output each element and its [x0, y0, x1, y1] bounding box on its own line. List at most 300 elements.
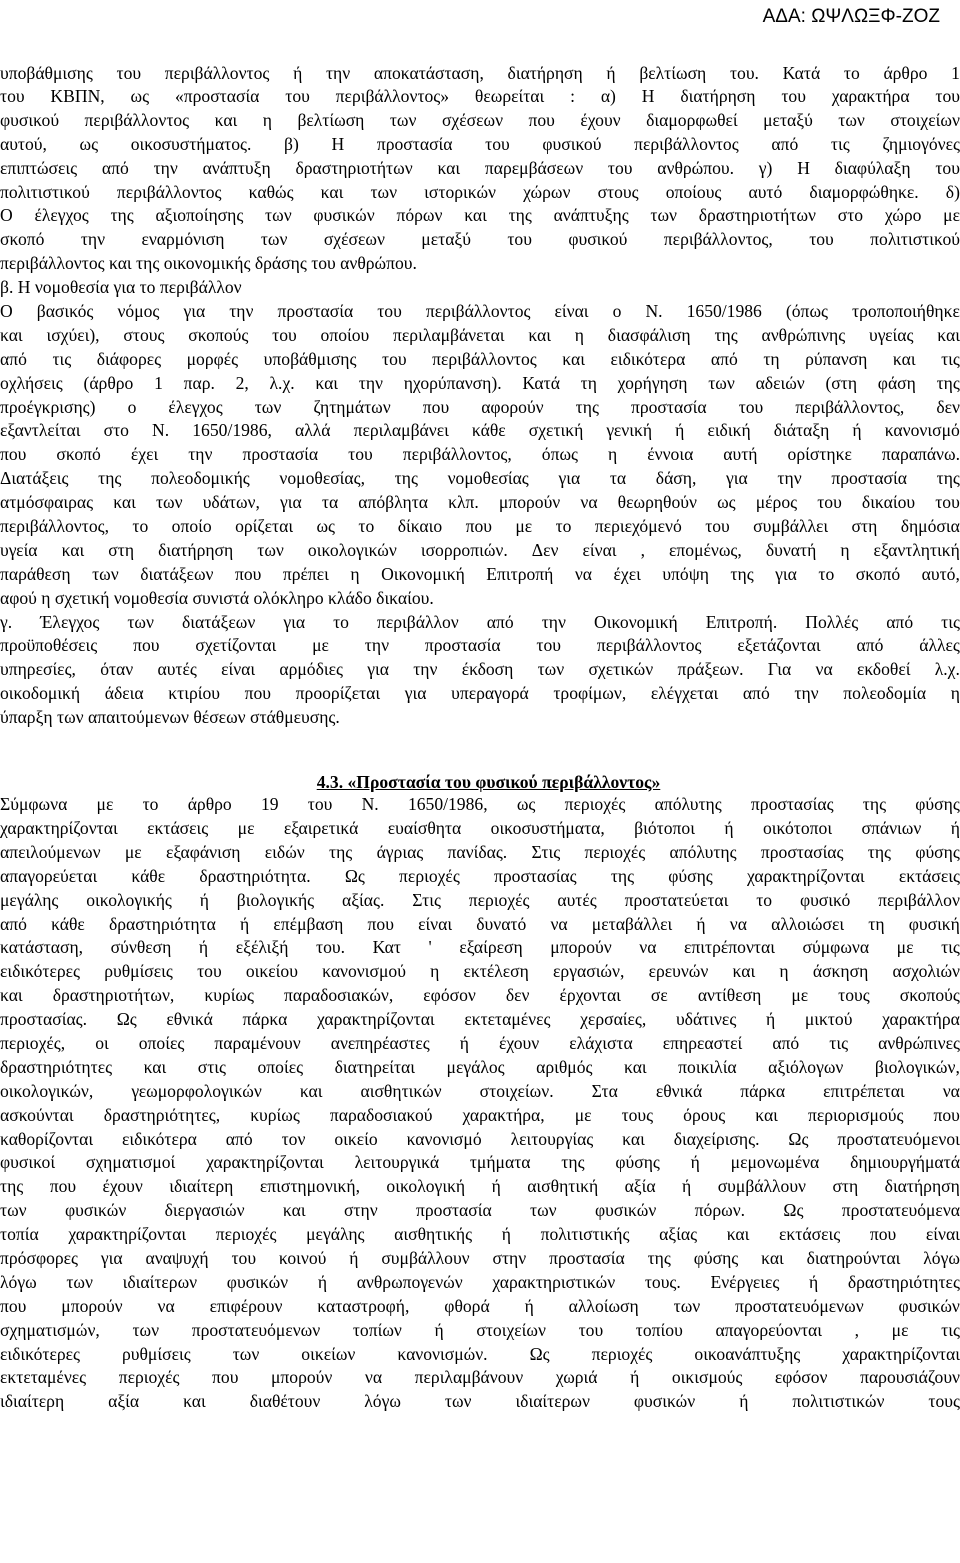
word: ειδών — [264, 841, 305, 862]
word: επηρεαστεί — [662, 1032, 743, 1053]
word: αποκατάσταση, — [373, 63, 484, 83]
word: αλλοίωση — [568, 1295, 639, 1316]
word: για — [404, 683, 427, 704]
word: Ως — [783, 1200, 804, 1221]
word: 1650/1986, — [407, 794, 488, 815]
word: από — [771, 133, 799, 154]
word: ορίζεται — [235, 516, 294, 537]
word: δραστηριοτήτων, — [52, 985, 175, 1006]
word: ή — [240, 913, 250, 934]
word: διαμορφωθεί — [646, 109, 738, 130]
word: τους — [838, 985, 870, 1006]
word: να — [580, 492, 598, 513]
word: και — [143, 1056, 167, 1077]
word: ανθρώπου. — [657, 157, 735, 178]
word: λόγω — [0, 1271, 37, 1292]
word: στη — [108, 539, 135, 560]
word: έχουν — [498, 1032, 540, 1053]
word: το — [555, 516, 572, 537]
word: με — [943, 205, 960, 226]
word: των — [260, 229, 288, 250]
text-line — [0, 419, 960, 443]
word: υγείας — [868, 324, 914, 345]
word: προστατευόμενων — [735, 1295, 864, 1316]
word: πολιτιστικής — [540, 1224, 630, 1245]
word: όταν — [100, 659, 134, 680]
word: υδάτινες — [675, 1009, 737, 1030]
text-line — [0, 1008, 960, 1032]
word: Ο — [0, 205, 13, 226]
word: οποίου — [320, 324, 370, 345]
word: του — [817, 492, 842, 513]
word: από — [710, 348, 738, 369]
word: προστασίας — [760, 841, 844, 862]
word: στοιχείων — [890, 109, 960, 130]
word: «προστασία — [174, 86, 260, 106]
word: νόμος — [117, 301, 160, 322]
word: εκτάσεις — [779, 1224, 841, 1245]
word: (όπως — [785, 301, 828, 322]
text-line — [0, 913, 960, 937]
word: να — [550, 913, 568, 934]
word: διατήρηση — [680, 86, 756, 106]
word: την — [364, 635, 390, 656]
word: ισχύει), — [46, 324, 100, 345]
paragraph-legislation — [0, 300, 960, 587]
word: όρους — [683, 1104, 726, 1125]
word: του — [809, 229, 834, 250]
word: επιστημονική, — [259, 1176, 360, 1197]
word: σχετική — [528, 420, 584, 441]
word: ιδιαίτερη — [169, 1176, 234, 1197]
word: δραστηριότητα. — [199, 865, 311, 886]
word: και — [726, 1224, 750, 1245]
word: νομοθεσίας, — [279, 468, 366, 489]
word: σε — [650, 985, 668, 1006]
word: φυσικοί — [0, 1152, 56, 1173]
word: ή — [675, 420, 685, 441]
word: των — [66, 1271, 93, 1292]
word: με — [791, 985, 809, 1006]
word: των — [254, 396, 282, 417]
word: 19 — [260, 794, 279, 815]
word: δυνατή — [765, 539, 817, 560]
word: ειδικότερα — [121, 1128, 197, 1149]
word: οικολογικών, — [0, 1080, 94, 1101]
word: εκτάσεις — [147, 817, 209, 838]
word: ρυθμίσεις — [104, 961, 173, 982]
word: Έλεγχος — [40, 611, 100, 632]
word: άγριας — [376, 841, 424, 862]
word: προστασία — [376, 133, 453, 154]
word: εξέλιξή — [235, 937, 289, 958]
text-line — [0, 889, 960, 913]
word: γ) — [758, 157, 773, 178]
word: Ενέργειες — [710, 1271, 780, 1292]
word: με — [124, 841, 142, 862]
word: οι — [95, 1032, 109, 1053]
word: που — [367, 913, 394, 934]
word: επιπτώσεις — [0, 157, 78, 178]
word: περιοχές — [584, 841, 646, 862]
word: απόλυτης — [654, 794, 722, 815]
word: ατμόσφαιρας — [0, 492, 94, 513]
word: οικοσυστήματα, — [490, 817, 605, 838]
word: του — [285, 86, 310, 106]
word: του — [382, 348, 407, 369]
word: ειδικότερες — [0, 1343, 81, 1364]
word: ορίστηκε — [787, 444, 852, 465]
word: που — [0, 1295, 27, 1316]
paragraph-control — [0, 611, 960, 707]
word: κάθε — [51, 913, 85, 934]
word: από — [0, 913, 27, 934]
text-line — [0, 984, 960, 1008]
word: από — [101, 157, 129, 178]
word: ως — [79, 133, 99, 154]
word: σκοπό — [56, 444, 101, 465]
word: την — [325, 63, 351, 83]
word: περιβάλλοντος — [634, 133, 739, 154]
word: λόγω — [923, 1247, 960, 1268]
text-line — [0, 300, 960, 324]
word: πολιτιστικών — [792, 1391, 885, 1412]
word: πρέπει — [282, 563, 329, 584]
word: δ) — [945, 181, 960, 202]
word: έχει — [130, 444, 159, 465]
word: είναι — [554, 301, 589, 322]
word: άλλες — [919, 635, 960, 656]
word: φυσικών — [898, 1295, 960, 1316]
word: και — [320, 181, 344, 202]
word: χαρακτηρίζονται — [0, 817, 118, 838]
word: του — [935, 492, 960, 513]
word: έχει — [613, 563, 641, 584]
word: δραστηριότητες — [0, 1056, 113, 1077]
word: εξαντλητική — [873, 539, 960, 560]
word: έχουν — [102, 1176, 143, 1197]
word: αξιοποίησης — [155, 205, 244, 226]
word: διατάξεων — [181, 611, 256, 632]
word: διατηρούνται — [806, 1247, 901, 1268]
word: σκοπούς — [188, 324, 249, 345]
word: οικείων — [301, 1343, 356, 1364]
word: δραστηριότητες — [847, 1271, 960, 1292]
word: για — [775, 563, 797, 584]
text-line — [0, 491, 960, 515]
word: παρ. — [183, 372, 215, 393]
word: την — [541, 611, 566, 632]
word: της — [714, 324, 738, 345]
word: της — [610, 865, 635, 886]
word: της — [561, 1152, 585, 1173]
word: ΚΒΠΝ, — [50, 86, 105, 106]
text-line — [0, 157, 960, 181]
word: λειτουργικά — [354, 1152, 440, 1173]
word: των — [232, 1343, 260, 1364]
word: που — [465, 516, 492, 537]
word: δραστηριότητες, — [103, 1104, 221, 1125]
word: στην — [492, 1247, 527, 1268]
word: πάρκα — [242, 1009, 288, 1030]
word: και — [315, 372, 339, 393]
word: δυνατό — [476, 913, 527, 934]
word: των — [389, 109, 417, 130]
word: και — [282, 1200, 306, 1221]
text-line — [0, 324, 960, 348]
word: αξιόλογων — [768, 1056, 844, 1077]
word: καταστροφή, — [317, 1295, 410, 1316]
word: στις — [197, 1056, 226, 1077]
word: επιτρέπονται — [684, 937, 775, 958]
word: δάση, — [655, 468, 697, 489]
word: για — [726, 468, 748, 489]
word: β) — [284, 133, 299, 154]
text-line — [0, 611, 960, 635]
word: σχέσεων — [441, 109, 504, 130]
word: ή — [765, 1009, 776, 1030]
word: υποβάθμισης — [263, 348, 357, 369]
word: κλπ. — [448, 492, 479, 513]
word: ειδικότερες — [0, 961, 81, 982]
word: ή — [293, 63, 303, 83]
word: ειδικότερα — [610, 348, 686, 369]
text-line — [0, 204, 960, 228]
word: διατηρείται — [334, 1056, 416, 1077]
word: ποικιλία — [678, 1056, 737, 1077]
word: ιδιαίτερων — [515, 1391, 590, 1412]
word: η — [608, 444, 618, 465]
word: του — [738, 396, 764, 417]
word: πράξεων. — [677, 659, 744, 680]
word: περιβάλλοντος — [116, 181, 222, 202]
word: τοπίου — [635, 1319, 683, 1340]
word: χαρακτηρίζονται — [68, 1224, 187, 1245]
word: αξίας — [659, 1224, 698, 1245]
word: με — [312, 635, 329, 656]
word: στοιχείων. — [479, 1080, 554, 1101]
word: που — [234, 563, 262, 584]
word: εξαντλείται — [0, 420, 81, 441]
word: σκοπό — [855, 563, 901, 584]
word: Ως — [344, 865, 365, 886]
word: υπεραγορά — [451, 683, 529, 704]
text-line — [0, 109, 960, 133]
word: το — [132, 516, 149, 537]
text-line — [0, 1390, 960, 1414]
word: με — [96, 794, 114, 815]
word: στο — [837, 205, 864, 226]
word: οποίες — [138, 1032, 185, 1053]
word: χαρακτηρίζονται — [842, 1343, 960, 1364]
word: περιβάλλοντος, — [402, 444, 512, 465]
word: προστασία — [242, 444, 319, 465]
word: του — [0, 86, 25, 106]
word: προστατευόμενοι — [837, 1128, 960, 1149]
word: με — [574, 1104, 592, 1125]
word: ή — [606, 63, 616, 83]
word: χορήγηση — [617, 372, 688, 393]
word: θεωρηθούν — [617, 492, 697, 513]
word: αντίθεση — [697, 985, 762, 1006]
word: άσκηση — [812, 961, 869, 982]
word: σκοπούς — [899, 985, 960, 1006]
word: τη — [580, 372, 597, 393]
word: οικείο — [334, 1128, 378, 1149]
word: συμβάλλουν — [717, 1176, 807, 1197]
word: αυτές — [157, 659, 197, 680]
word: πανίδας. — [447, 841, 508, 862]
word: περιβάλλοντος, — [663, 229, 773, 250]
word: περιοχές — [591, 1343, 653, 1364]
word: κάθε — [131, 865, 166, 886]
word: φυσικών — [633, 1391, 696, 1412]
word: με — [891, 1319, 909, 1340]
word: είναι — [418, 913, 453, 934]
word: απόλυτης — [669, 841, 737, 862]
word: εκτεταμένες — [0, 1367, 87, 1388]
word: Πολλές — [805, 611, 859, 632]
word: της — [0, 1176, 24, 1197]
word: ή — [724, 817, 734, 838]
word: εναρμόνιση — [141, 229, 225, 250]
word: και — [299, 1080, 323, 1101]
word: υδάτων, — [202, 492, 260, 513]
word: και — [113, 492, 136, 513]
word: προστασία — [277, 301, 354, 322]
word: των — [537, 659, 565, 680]
word: ανάπτυξης — [553, 205, 629, 226]
word: υπηρεσίες, — [0, 659, 76, 680]
word: το — [333, 611, 349, 632]
word: εκτεταμένες — [464, 1009, 551, 1030]
word: 1 — [951, 63, 960, 83]
word: 1 — [154, 372, 163, 393]
word: που — [212, 1367, 239, 1388]
word: οικοδομική — [0, 683, 81, 704]
word: προστασία — [831, 468, 907, 489]
document-body — [0, 61, 960, 1414]
text-line — [0, 1343, 960, 1367]
word: Ως — [116, 1009, 137, 1030]
word: οχλήσεις — [0, 372, 63, 393]
word: προέγκρισης) — [0, 396, 96, 417]
word: περιοχές, — [0, 1032, 66, 1053]
word: της — [329, 841, 353, 862]
word: την — [794, 683, 819, 704]
word: α) — [600, 86, 616, 106]
text-line — [0, 960, 960, 984]
word: ή — [199, 889, 209, 910]
word: απόβλητα — [358, 492, 428, 513]
word: που — [244, 683, 272, 704]
word: ή — [434, 1319, 444, 1340]
word: Κατά — [782, 63, 821, 83]
word: ασκούνται — [0, 1104, 74, 1125]
word: γεωμορφολογικών — [131, 1080, 262, 1101]
word: στη — [851, 516, 878, 537]
word: του — [348, 444, 373, 465]
word: του — [231, 1247, 257, 1268]
word: Στις — [412, 889, 441, 910]
word: ή — [501, 1224, 511, 1245]
word: ρύπανση — [805, 348, 868, 369]
word: της — [936, 468, 960, 489]
word: φυσικού — [0, 109, 60, 130]
word: περιλαμβάνουν — [414, 1367, 524, 1388]
word: οποίες — [257, 1056, 304, 1077]
word: την — [80, 229, 106, 250]
word: που — [528, 109, 555, 130]
word: περιβάλλον — [878, 889, 960, 910]
word: τις — [829, 1032, 849, 1053]
word: από — [225, 1128, 253, 1149]
word: του. — [729, 63, 759, 83]
word: ή — [630, 1367, 640, 1388]
word: λειτουργίας — [510, 1128, 594, 1149]
word: εκτέλεση — [463, 961, 529, 982]
word: περιοχές — [118, 1367, 180, 1388]
word: των — [530, 1200, 557, 1221]
word: περιοχές — [399, 865, 460, 886]
word: της — [394, 468, 418, 489]
word: υπόψη — [662, 563, 709, 584]
word: προστατευόμενα — [841, 1200, 960, 1221]
word: κατάσταση, — [0, 937, 84, 958]
word: παρουσιάζουν — [860, 1367, 960, 1388]
word: δίκαιο — [397, 516, 443, 537]
word: τα — [609, 468, 627, 489]
word: οικείου — [245, 961, 298, 982]
word: της — [867, 841, 892, 862]
word: το — [142, 794, 159, 815]
word: από — [0, 348, 27, 369]
word: σχετίζονται — [195, 635, 277, 656]
word: παραμένουν — [214, 1032, 301, 1053]
text-line — [0, 1223, 960, 1247]
word: επομένως, — [669, 539, 742, 560]
word: με — [237, 817, 255, 838]
word: , — [640, 539, 645, 560]
text-line — [0, 181, 960, 205]
word: παραδοσιακού — [329, 1104, 433, 1125]
text-line — [0, 1366, 960, 1390]
word: χώρων — [523, 181, 571, 202]
word: το — [358, 516, 375, 537]
word: απαγορεύεται — [0, 865, 98, 886]
word: των — [265, 205, 292, 226]
word: από — [772, 1032, 800, 1053]
word: χερσαίες, — [580, 1009, 647, 1030]
word: ο — [612, 301, 622, 322]
word: σχηματισμοί — [85, 1152, 176, 1173]
word: του — [377, 301, 402, 322]
word: για — [367, 659, 389, 680]
word: διαμορφώθηκε. — [809, 181, 919, 202]
text-line — [0, 228, 960, 252]
word: την — [413, 659, 438, 680]
word: κτιρίου — [168, 683, 220, 704]
word: ή — [198, 937, 209, 958]
word: χαρακτήρα — [831, 86, 910, 106]
word: Επιτροπή — [486, 563, 554, 584]
word: σκοπό — [0, 229, 45, 250]
word: και — [214, 109, 238, 130]
word: δικαίου — [861, 492, 916, 513]
word: προστατεύεται — [624, 889, 729, 910]
word: νομοθεσίας — [447, 468, 529, 489]
word: η — [262, 109, 272, 130]
